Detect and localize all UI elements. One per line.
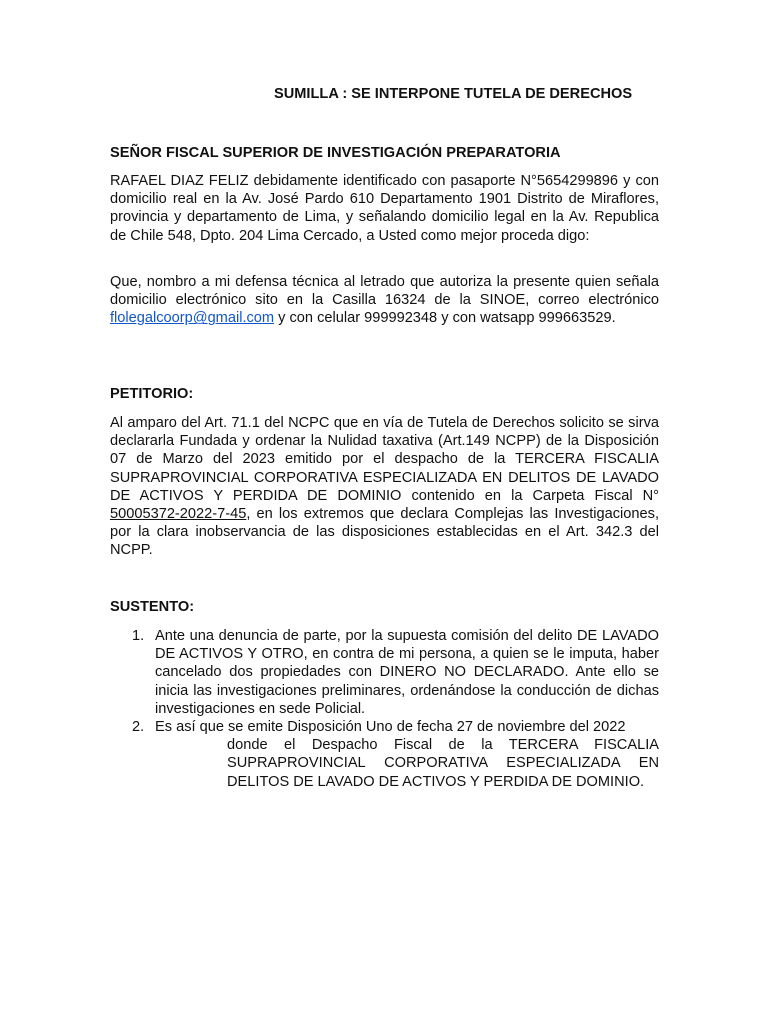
intro-paragraph: RAFAEL DIAZ FELIZ debidamente identificado con pasaporte N°5654299896 y con domicilio real en la Av. José Pardo 610 Departamento 1901 Distrito de Miraflores, provincia y departamento de Lima, y señalando domicilio legal en la Av. Republica de Chile 548, Dpto. 204 Lima Cercado, a Usted como mejor proceda digo: [110,173,659,244]
sustento-heading: SUSTENTO: [110,599,195,615]
list-item-text [155,718,659,791]
list-item-continuation-text: donde el Despacho Fiscal de la TERCERA FISCALIA SUPRAPROVINCIAL CORPORATIVA ESPECIALIZADA EN DELITOS DE LAVADO DE ACTIVOS Y PERDIDA DE DOMINIO. [227,737,659,790]
defense-text-after: y con celular 999992348 y con watsapp 999663529. [274,310,616,327]
list-item-line: Es así que se emite Disposición Uno de fecha 27 de noviembre del 2022 [155,719,626,736]
petitorio-heading: PETITORIO: [110,386,194,402]
list-item-number: 1. [132,628,145,644]
sustento-list [132,627,659,791]
petitorio-text-before: Al amparo del Art. 71.1 del NCPC que en vía de Tutela de Derechos solicito se sirva declararla Fundada y ordenar la Nulidad taxativa (Art.149 NCPP) de la Disposición 07 de Marzo del 2023 emitido por el despacho de la TERCERA FISCALIA SUPRAPROVINCIAL CORPORATIVA ESPECIALIZADA EN DELITOS DE LAVADO DE ACTIVOS Y PERDIDA DE DOMINIO contenido en la Carpeta Fiscal N° [110,415,659,504]
petitorio-paragraph [110,414,659,560]
list-item [132,627,659,718]
carpeta-fiscal-number: 50005372-2022-7-45 [110,506,247,523]
petitorio-text-after: , en los extremos que declara Complejas las Investigaciones, por la clara inobservancia de las disposiciones establecidas en el Art. 342.3 del NCPP. [110,506,659,559]
list-item-text: Ante una denuncia de parte, por la supuesta comisión del delito DE LAVADO DE ACTIVOS Y OTRO, en contra de mi persona, a quien se le imputa, haber cancelado dos propiedades con DINERO NO DECLARADO. Ante ello se inicia las investigaciones preliminares, ordenándose la conducción de dichas investigaciones en sede Policial. [155,628,659,717]
defense-text-before: Que, nombro a mi defensa técnica al letrado que autoriza la presente quien señala domicilio electrónico sito en la Casilla 16324 de la SINOE, correo electrónico [110,274,659,309]
list-item-continuation [155,736,659,791]
sumilla-title: SUMILLA : SE INTERPONE TUTELA DE DERECHOS [274,86,633,102]
addressee-heading: SEÑOR FISCAL SUPERIOR DE INVESTIGACIÓN PREPARATORIA [110,145,561,161]
list-item [132,718,659,791]
defense-paragraph [110,273,659,328]
list-item-number: 2. [132,719,145,736]
email-link[interactable]: flolegalcoorp@gmail.com [110,310,275,327]
